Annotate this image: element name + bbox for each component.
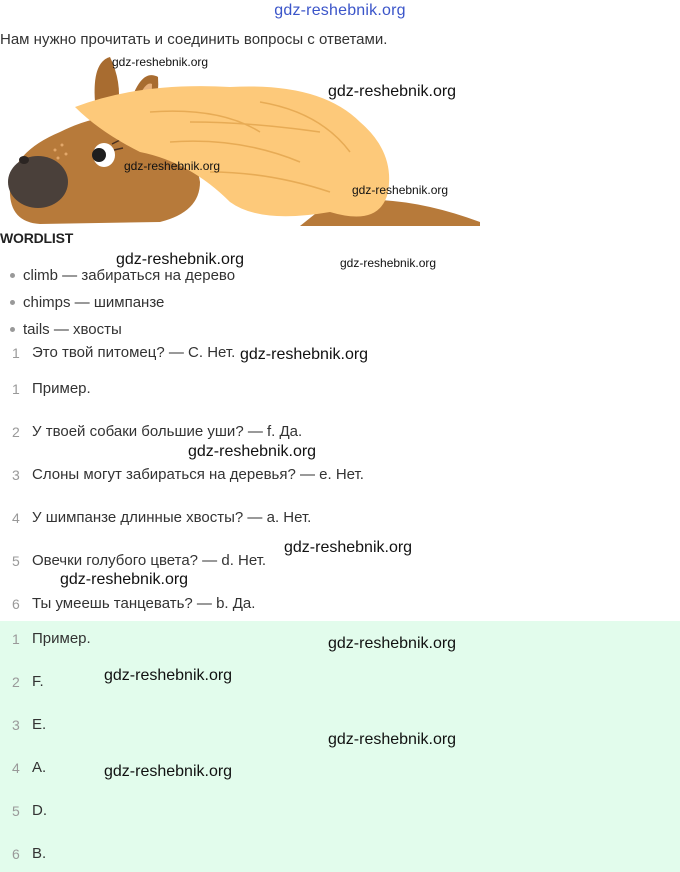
question-row: 2 У твоей собаки большие уши? — f. Да. [12,423,303,440]
watermark: gdz-reshebnik.org [328,635,457,652]
answer-row: 1 Пример. [12,630,91,647]
intro-text: Нам нужно прочитать и соединить вопросы с ответами. [0,31,388,48]
answer-row: 3 E. [12,716,47,733]
answer-row: 5 D. [12,802,47,819]
wordlist-item: climb — забираться на дерево [10,262,235,289]
wordlist-item: tails — хвосты [10,316,235,343]
wordlist-title: WORDLIST [0,230,74,246]
question-row: 3 Слоны могут забираться на деревья? — e. Нет. [12,466,364,483]
wordlist [10,262,235,343]
header-watermark: gdz-reshebnik.org [274,2,406,19]
question-row: 6 Ты умеешь танцевать? — b. Да. [12,595,256,612]
watermark: gdz-reshebnik.org [112,55,209,69]
question-row: 1 Пример. [12,380,91,397]
watermark: gdz-reshebnik.org [240,346,369,363]
answer-row: 4 A. [12,759,47,776]
watermark: gdz-reshebnik.org [124,159,221,173]
watermark: gdz-reshebnik.org [60,571,189,588]
watermark: gdz-reshebnik.org [328,731,457,748]
watermark: gdz-reshebnik.org [352,183,449,197]
question-row: 4 У шимпанзе длинные хвосты? — a. Нет. [12,509,312,526]
bullet-icon [10,327,15,332]
watermark: gdz-reshebnik.org [340,256,437,270]
watermark: gdz-reshebnik.org [284,539,413,556]
question-row: 5 Овечки голубого цвета? — d. Нет. [12,552,267,569]
bullet-icon [10,300,15,305]
answer-row: 2 F. [12,673,44,690]
watermark: gdz-reshebnik.org [116,251,245,268]
answer-row: 6 B. [12,845,47,862]
watermark: gdz-reshebnik.org [104,763,233,780]
question-row: 1 Это твой питомец? — C. Нет. [12,344,236,361]
horse-illustration [0,52,480,226]
bullet-icon [10,273,15,278]
watermark: gdz-reshebnik.org [104,667,233,684]
watermark: gdz-reshebnik.org [328,83,457,100]
wordlist-item: chimps — шимпанзе [10,289,235,316]
watermark: gdz-reshebnik.org [188,443,317,460]
